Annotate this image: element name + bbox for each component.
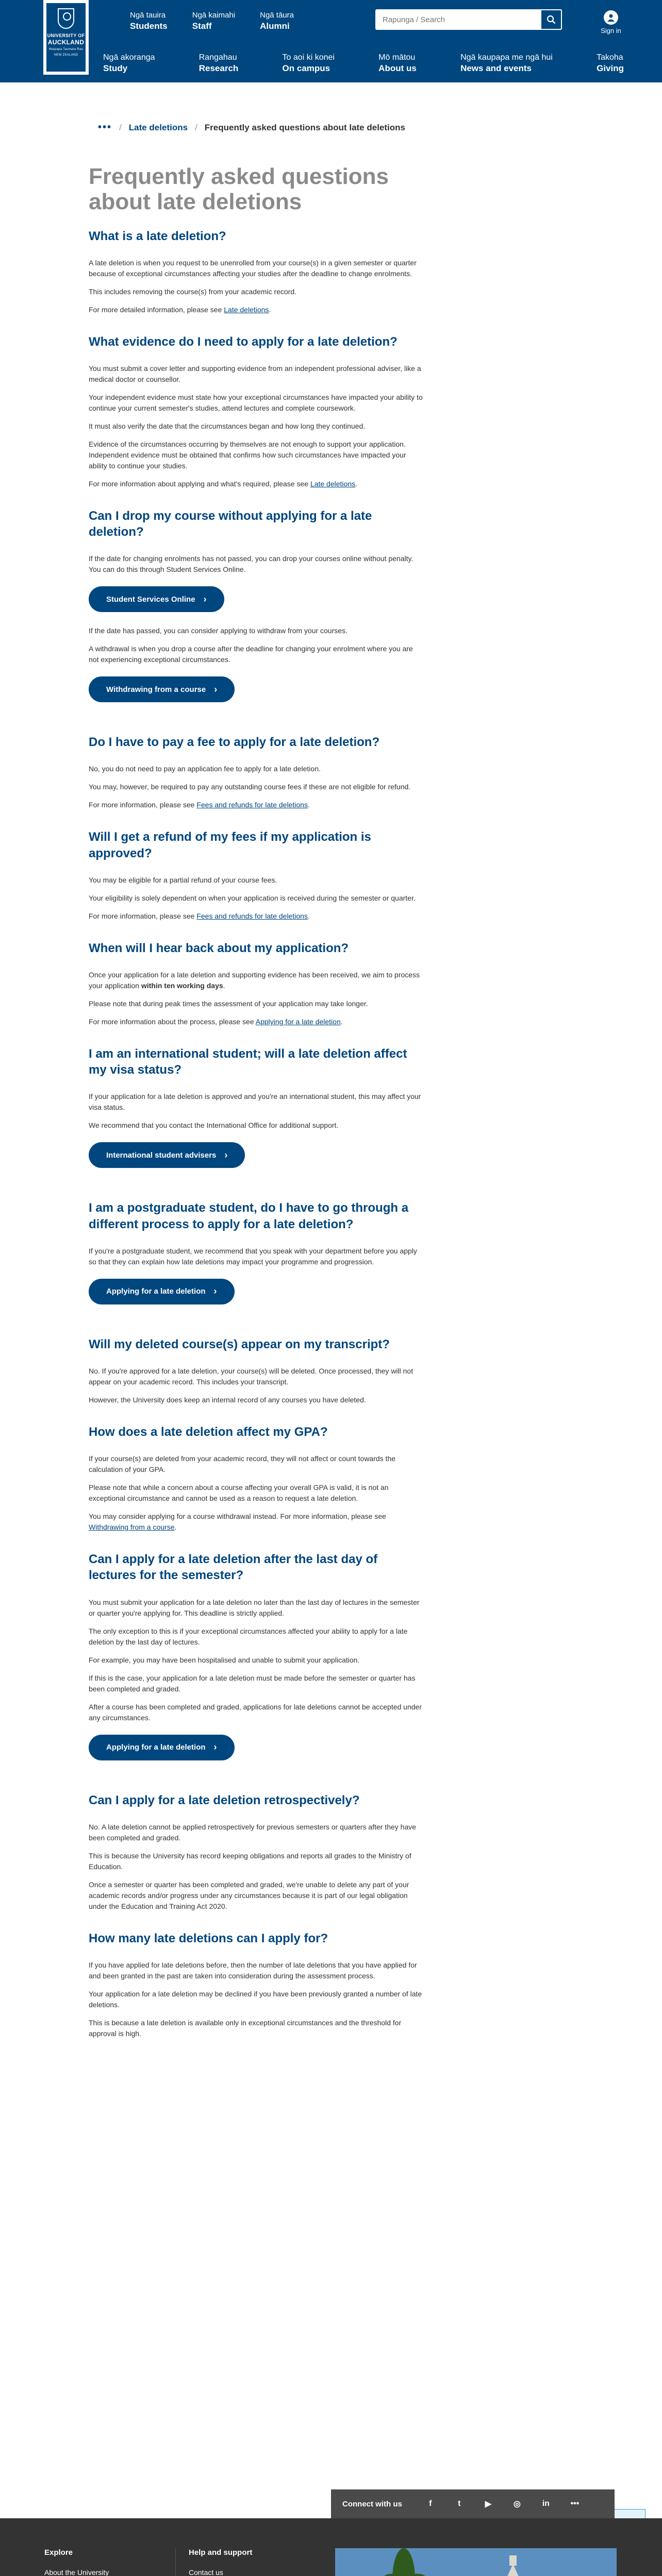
logo-line2: AUCKLAND [47, 39, 85, 46]
footer-help-title: Help and support [189, 2548, 253, 2557]
faq-heading: What evidence do I need to apply for a late deletion? [89, 334, 398, 349]
page-title: Frequently asked questions about late deletions [89, 164, 389, 215]
faq-paragraph: You must submit your application for a late deletion no later than the last day of lectures in the semester or quarter you're applying for. This deadline is strictly applied. [89, 1598, 420, 1617]
nav-mi: Ngā kaupapa me ngā hui [460, 53, 553, 62]
faq-drop-course [89, 508, 424, 716]
text: Once your application for a late deletion and supporting evidence has been received, we aim to process your application [89, 971, 420, 990]
faq-paragraph: This is because a late deletion is available only in exceptional circumstances and the threshold for approval is high. [89, 2018, 402, 2038]
breadcrumb-separator: / [119, 122, 122, 132]
faq-heading: Can I apply for a late deletion after the last day of lectures for the semester? [89, 1552, 378, 1583]
connect-label: Connect with us [342, 2499, 402, 2509]
faq-how-many [89, 1930, 424, 2039]
faq-paragraph: A withdrawal is when you drop a course after the deadline for changing your enrolment where you are not experiencing exceptional circumstances. [89, 645, 413, 664]
faq-paragraph: You may, however, be required to pay any outstanding course fees if these are not eligible for refund. [89, 783, 411, 791]
university-logo[interactable] [43, 0, 89, 75]
faq-paragraph: If your application for a late deletion is approved and you're an international student, this may affect your visa status. [89, 1092, 421, 1112]
faq-paragraph: No. A late deletion cannot be applied retrospectively for previous semesters or quarters after they have been completed and graded. [89, 1822, 417, 1842]
footer-explore [44, 2548, 146, 2576]
applying-late-deletion-button[interactable] [89, 1735, 235, 1760]
toplink-en: Staff [192, 21, 212, 31]
text: . [269, 305, 271, 314]
instagram-icon[interactable]: ◎ [513, 2500, 521, 2509]
sign-in-label: Sign in [601, 27, 621, 35]
withdrawing-link[interactable]: Withdrawing from a course [89, 1523, 175, 1532]
faq-paragraph [89, 304, 424, 315]
text: . [174, 1523, 177, 1532]
faq-after-lectures [89, 1551, 424, 1773]
twitter-icon[interactable]: t [458, 2499, 461, 2508]
logo-line4: NEW ZEALAND [54, 53, 78, 57]
faq-fee [89, 734, 424, 810]
chevron-right-icon: › [214, 684, 218, 694]
faq-what-is-late-deletion [89, 228, 424, 315]
faq-paragraph: For example, you may have been hospitalised and unable to submit your application. [89, 1655, 360, 1664]
text: . [307, 911, 310, 920]
withdrawing-from-course-button[interactable] [89, 676, 235, 702]
search-button[interactable] [540, 9, 562, 30]
facebook-icon[interactable]: f [429, 2499, 432, 2508]
text: . [223, 981, 225, 990]
fees-refunds-link[interactable]: Fees and refunds for late deletions [196, 801, 308, 809]
breadcrumb-separator: / [195, 122, 197, 132]
nav-research[interactable] [199, 53, 239, 74]
nav-en: News and events [460, 63, 532, 73]
nav-about-us[interactable] [378, 53, 417, 74]
text: . [355, 479, 357, 488]
faq-evidence [89, 334, 424, 489]
text: For more information, please see [89, 801, 197, 809]
faq-paragraph: You may be eligible for a partial refund of your course fees. [89, 875, 277, 884]
breadcrumb [98, 122, 405, 133]
faq-paragraph [89, 800, 424, 810]
text: For more information about applying and what's required, please see [89, 479, 310, 488]
faq-paragraph: If this is the case, your application for a late deletion must be made before the semester or quarter has been completed and graded. [89, 1673, 416, 1693]
late-deletions-link[interactable]: Late deletions [224, 305, 269, 314]
toplink-staff[interactable] [192, 10, 235, 32]
button-label: Student Services Online [106, 595, 195, 604]
applying-link[interactable]: Applying for a late deletion [255, 1018, 341, 1026]
chevron-right-icon: › [213, 1742, 217, 1753]
faq-heading: I am a postgraduate student, do I have to go through a different process to apply for a late deletion? [89, 1201, 409, 1231]
nav-en: About us [378, 63, 417, 73]
footer-link[interactable]: Contact us [189, 2568, 223, 2576]
text: . [340, 1018, 343, 1026]
faq-paragraph [89, 1511, 424, 1533]
nav-mi: To aoi ki konei [282, 53, 335, 62]
text: For more information, please see [89, 911, 197, 920]
button-label: Applying for a late deletion [106, 1287, 206, 1296]
faq-paragraph: We recommend that you contact the International Office for additional support. [89, 1121, 339, 1130]
youtube-icon[interactable]: ▶ [485, 2500, 491, 2509]
crest-icon [58, 8, 74, 29]
faq-paragraph: Your independent evidence must state how your exceptional circumstances have impacted your ability to continue your current semester's studies, attend lectures and complete coursework. [89, 393, 423, 412]
nav-en: Giving [597, 63, 624, 73]
faq-heading: Can I drop my course without applying for a late deletion? [89, 509, 372, 539]
nav-mi: Rangahau [198, 53, 237, 62]
faq-paragraph: Please note that while a concern about a course affecting your overall GPA is valid, it is not an exceptional circumstance and cannot be used as a reason to request a late deletion. [89, 1483, 389, 1503]
logo-line3: Waipapa Taumata Rau [48, 48, 84, 52]
clock-tower-image[interactable] [335, 2548, 617, 2576]
faq-paragraph: After a course has been completed and graded, applications for late deletions cannot be accepted under any circumstances. [89, 1702, 422, 1722]
footer-divider [175, 2548, 176, 2576]
search-input[interactable] [375, 9, 540, 30]
faq-paragraph: If you're a postgraduate student, we recommend that you speak with your department before you apply so that they can explain how late deletions may impact your programme and progression. [89, 1246, 417, 1266]
site-header [0, 0, 662, 82]
faq-paragraph: If you have applied for late deletions before, then the number of late deletions that you have applied for and been granted in the past are taken into consideration during the assessment process. [89, 1960, 417, 1980]
footer-help [189, 2548, 304, 2576]
nav-mi: Mō mātou [378, 53, 416, 62]
audience-links [130, 10, 319, 32]
faq-paragraph [89, 479, 424, 489]
fees-refunds-link[interactable]: Fees and refunds for late deletions [196, 911, 308, 920]
faq-paragraph: The only exception to this is if your exceptional circumstances affected your ability to apply for a late deletion by the last day of lectures. [89, 1626, 408, 1646]
faq-heading: Do I have to pay a fee to apply for a late deletion? [89, 735, 380, 750]
main-navigation [103, 53, 624, 74]
nav-mi: Takoha [597, 53, 623, 62]
faq-heading: Can I apply for a late deletion retrospectively? [89, 1793, 360, 1807]
late-deletions-link[interactable]: Late deletions [310, 479, 356, 488]
nav-news-events[interactable] [460, 53, 553, 74]
faq-retrospective [89, 1792, 424, 1912]
logo-line1: UNIVERSITY OF [47, 33, 85, 38]
faq-paragraph: Evidence of the circumstances occurring by themselves are not enough to support your application. Independent evidence must be obtained that confirms how such circumstances have impacted your ability to continue your studies. [89, 439, 406, 470]
toplink-en: Alumni [260, 21, 290, 31]
connect-bar [331, 2489, 615, 2518]
faq-paragraph: If the date for changing enrolments has not passed, you can drop your courses online without penalty. You can do this through Student Services Online. [89, 554, 413, 574]
faq-paragraph [89, 1016, 424, 1027]
faq-heading: When will I hear back about my application? [89, 941, 349, 955]
sign-in-button[interactable] [598, 10, 624, 35]
text: For more information about the process, please see [89, 1018, 256, 1026]
nav-study[interactable] [103, 53, 155, 74]
faq-heading: Will I get a refund of my fees if my application is approved? [89, 830, 371, 860]
faq-paragraph: No. If you're approved for a late deletion, your course(s) will be deleted. Once processed, they will not appear on your academic record. This includes your transcript. [89, 1366, 413, 1386]
button-label: Applying for a late deletion [106, 1743, 206, 1752]
breadcrumb-late-deletions[interactable]: Late deletions [128, 122, 188, 132]
faq-paragraph: No, you do not need to pay an application fee to apply for a late deletion. [89, 765, 321, 773]
breadcrumb-current: Frequently asked questions about late deletions [204, 122, 405, 132]
faq-hear-back [89, 940, 424, 1027]
nav-en: On campus [282, 63, 330, 73]
main-content [89, 164, 424, 2058]
applying-late-deletion-button[interactable] [89, 1279, 235, 1304]
faq-refund [89, 829, 424, 921]
faq-paragraph: This includes removing the course(s) from your academic record. [89, 287, 297, 296]
nav-giving[interactable] [597, 53, 624, 74]
faq-paragraph [89, 911, 424, 922]
faq-paragraph: If the date has passed, you can consider applying to withdraw from your courses. [89, 626, 347, 635]
faq-paragraph: Please note that during peak times the assessment of your application may take longer. [89, 999, 368, 1008]
faq-heading: I am an international student; will a late deletion affect my visa status? [89, 1047, 407, 1077]
footer-explore-title: Explore [44, 2548, 73, 2557]
toplink-mi: Ngā tāura [260, 11, 294, 20]
faq-paragraph: A late deletion is when you request to be unenrolled from your course(s) in a given semester or quarter because of exceptional circumstances affecting your studies after the deadline to change enrolments. [89, 258, 417, 278]
faq-paragraph: It must also verify the date that the circumstances began and how long they continued. [89, 421, 366, 430]
breadcrumb-more[interactable]: ••• [98, 122, 112, 133]
faq-gpa [89, 1424, 424, 1533]
nav-en: Study [103, 63, 128, 73]
faq-transcript [89, 1336, 424, 1405]
chevron-right-icon: › [203, 594, 207, 604]
toplink-mi: Ngā tauira [130, 11, 166, 20]
international-advisers-button[interactable] [89, 1142, 245, 1168]
student-services-online-button[interactable] [89, 586, 224, 612]
chevron-right-icon: › [224, 1149, 228, 1160]
faq-paragraph [89, 970, 424, 991]
faq-paragraph: Your application for a late deletion may be declined if you have been previously granted a number of late deletions. [89, 1989, 422, 2009]
search-icon [547, 15, 556, 24]
text: You may consider applying for a course withdrawal instead. For more information, please see [89, 1512, 386, 1521]
faq-paragraph: Your eligibility is solely dependent on when your application is received during the semester or quarter. [89, 893, 416, 902]
toplink-mi: Ngā kaimahi [192, 11, 236, 20]
chevron-right-icon: › [213, 1286, 217, 1297]
faq-paragraph: However, the University does keep an internal record of any courses you have deleted. [89, 1395, 366, 1404]
user-icon [604, 10, 618, 25]
linkedin-icon[interactable]: in [542, 2499, 550, 2508]
nav-mi: Ngā akoranga [103, 53, 155, 62]
faq-international [89, 1046, 424, 1181]
faq-heading: How does a late deletion affect my GPA? [89, 1425, 328, 1439]
toplink-en: Students [130, 21, 168, 31]
faq-heading: How many late deletions can I apply for? [89, 1931, 328, 1945]
more-icon[interactable]: ••• [570, 2499, 580, 2508]
button-label: International student advisers [106, 1150, 217, 1160]
faq-paragraph: This is because the University has record keeping obligations and reports all grades to the Ministry of Education. [89, 1851, 411, 1871]
emphasis: within ten working days [141, 981, 223, 990]
site-footer [0, 2518, 662, 2576]
nav-on-campus[interactable] [283, 53, 335, 74]
footer-link[interactable]: About the University [44, 2568, 109, 2576]
faq-paragraph: You must submit a cover letter and supporting evidence from an independent professional adviser, like a medical doctor or counsellor. [89, 364, 421, 383]
faq-postgraduate [89, 1200, 424, 1317]
text: For more detailed information, please see [89, 305, 224, 314]
faq-paragraph: Once a semester or quarter has been completed and graded, we're unable to delete any part of your academic records and/or progress under any circumstances because it is part of our legal obligation under the Education and Training Act 2020. [89, 1880, 409, 1910]
clock-tower-illustration [335, 2548, 617, 2576]
nav-en: Research [198, 63, 239, 73]
faq-heading: Will my deleted course(s) appear on my transcript? [89, 1337, 390, 1351]
toplink-students[interactable] [130, 10, 168, 32]
toplink-alumni[interactable] [260, 10, 294, 32]
text: . [307, 801, 310, 809]
button-label: Withdrawing from a course [106, 685, 206, 694]
faq-heading: What is a late deletion? [89, 229, 226, 243]
faq-paragraph: If your course(s) are deleted from your academic record, they will not affect or count towards the calculation of your GPA. [89, 1454, 396, 1474]
search-bar [375, 9, 562, 30]
